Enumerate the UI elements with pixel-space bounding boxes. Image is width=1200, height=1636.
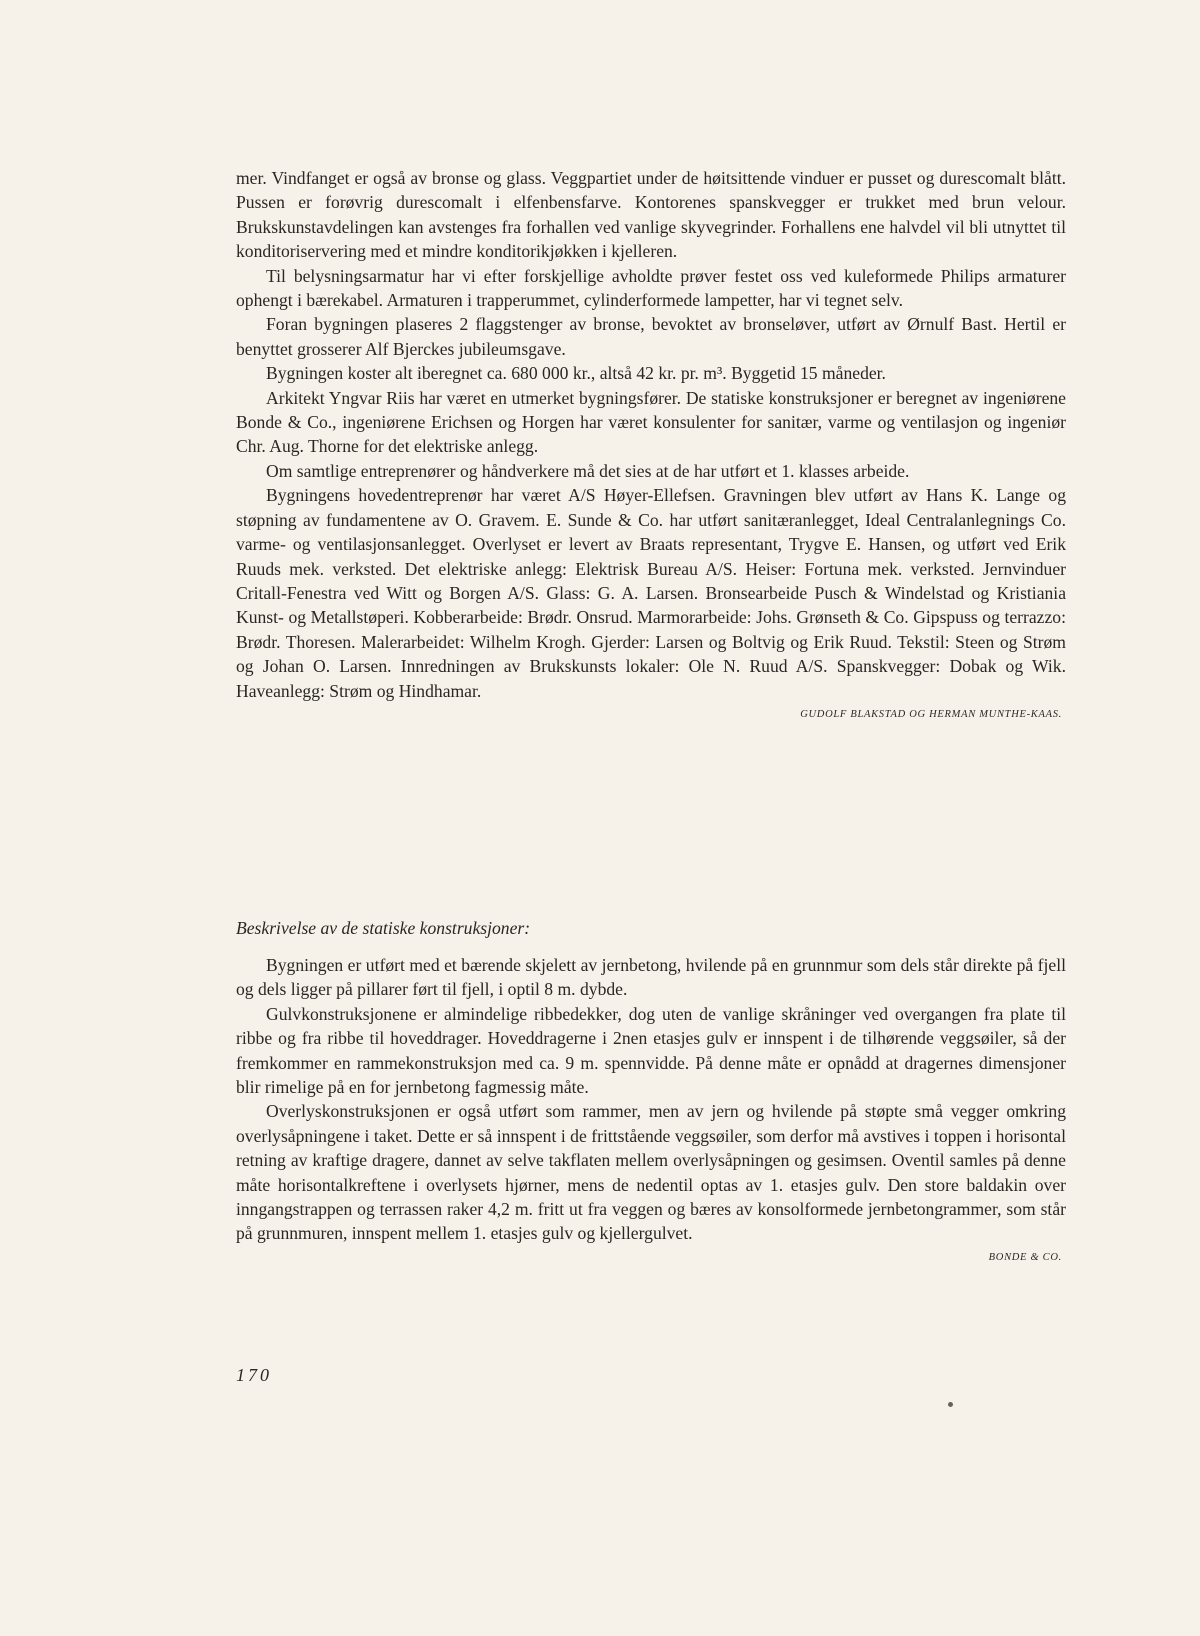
engineer-signature: BONDE & CO. — [988, 1251, 1062, 1263]
paragraph: Bygningen er utført med et bærende skjelett av jernbetong, hvilende på en grunnmur som dels står direkte på fjell og dels ligger på pillarer ført til fjell, i optil 8 m. dybde. — [236, 955, 1066, 1000]
paragraph: mer. Vindfanget er også av bronse og glass. Veggpartiet under de høitsittende vinduer er pusset og durescomalt blått. Pussen er forøvrig durescomalt i elfenbensfarve. Kontorenes spanskvegger er trukket med brun velour. Brukskunstavdelingen kan avstenges fra forhallen ved vanlige skyvegrinder. Forhallens ene halvdel vil bli utnyttet til konditoriservering med et mindre konditorikjøkken i kjelleren. — [236, 168, 1066, 262]
paragraph: Bygningen koster alt iberegnet ca. 680 000 kr., altså 42 kr. pr. m³. Byggetid 15 måneder. — [266, 363, 886, 384]
paragraph: Foran bygningen plaseres 2 flaggstenger av bronse, bevoktet av bronseløver, utført av Ørnulf Bast. Hertil er benyttet grosserer Alf Bjerckes jubileumsgave. — [236, 314, 1066, 359]
ink-speck — [948, 1402, 953, 1407]
paragraph: Overlyskonstruksjonen er også utført som rammer, men av jern og hvilende på støpte små vegger omkring overlysåpningene i taket. Dette er så innspent i de frittstående veggsøiler, som derfor må avstives i toppen i horisontal retning av kraftige dragere, dannet av selve takflaten mellem overlysåpningen og gesimsen. Oventil samles på denne måte horisontalkreftene i overlysets hjørner, mens de nedentil optas av 1. etasjes gulv. Den store baldakin over inngangstrappen og terrassen raker 4,2 m. fritt ut fra veggen og bæres av konsolformede jernbetongrammer, som står på grunnmuren, innspent mellem 1. etasjes gulv og kjellergulvet. — [236, 1101, 1066, 1244]
paragraph: Bygningens hovedentreprenør har været A/S Høyer-Ellefsen. Gravningen blev utført av Hans K. Lange og støpning av fundamentene av O. Gravem. E. Sunde & Co. har utført sanitæranlegget, Ideal Centralanlegnings Co. varme- og ventilasjonsanlegget. Overlyset er levert av Braats representant, Trygve E. Hansen, og utført ved Erik Ruuds mek. verksted. Det elektriske anlegg: Elektrisk Bureau A/S. Heiser: Fortuna mek. verksted. Jernvinduer Critall-Fenestra ved Witt og Borgen A/S. Glass: G. A. Larsen. Bronsearbeide Pusch & Windelstad og Kristiania Kunst- og Metallstøperi. Kobberarbeide: Brødr. Onsrud. Marmorarbeide: Johs. Grønseth & Co. Gipspuss og terrazzo: Brødr. Thoresen. Malerarbeidet: Wilhelm Krogh. Gjerder: Larsen og Boltvig og Erik Ruud. Tekstil: Steen og Strøm og Johan O. Larsen. Innredningen av Brukskunsts lokaler: Ole N. Ruud A/S. Spanskvegger: Dobak og Wik. Haveanlegg: Strøm og Hindhamar. — [236, 485, 1066, 701]
paragraph: Til belysningsarmatur har vi efter forskjellige avholdte prøver festet oss ved kuleformede Philips armaturer ophengt i bærekabel. Armaturen i trapperummet, cylinderformede lampetter, har vi tegnet selv. — [236, 265, 1066, 311]
section-heading: Beskrivelse av de statiske konstruksjoner: — [236, 918, 531, 938]
building-description-section — [236, 166, 1066, 720]
document-page — [236, 166, 1066, 1263]
paragraph: Gulvkonstruksjonene er almindelige ribbedekker, dog uten de vanlige skråninger ved overgangen fra plate til ribbe og fra ribbe til hoveddrager. Hoveddragerne i 2nen etasjes gulv er innspent i de tilhørende veggsøiler, så der fremkommer en rammekonstruksjon med ca. 9 m. spennvidde. På denne måte er opnådd at dragernes dimensjoner blir rimelige på en for jernbetong fagmessig måte. — [236, 1003, 1066, 1098]
paragraph: Arkitekt Yngvar Riis har været en utmerket bygningsfører. De statiske konstruksjoner er beregnet av ingeniørene Bonde & Co., ingeniørene Erichsen og Horgen har været konsulenter for sanitær, varme og ventilasjon og ingeniør Chr. Aug. Thorne for det elektriske anlegg. — [236, 387, 1066, 457]
structural-description-section — [236, 918, 1066, 1263]
page-number: 170 — [236, 1365, 272, 1385]
author-signature: GUDOLF BLAKSTAD OG HERMAN MUNTHE-KAAS. — [800, 708, 1062, 720]
paragraph: Om samtlige entreprenører og håndverkere må det sies at de har utført et 1. klasses arbeide. — [266, 460, 910, 481]
